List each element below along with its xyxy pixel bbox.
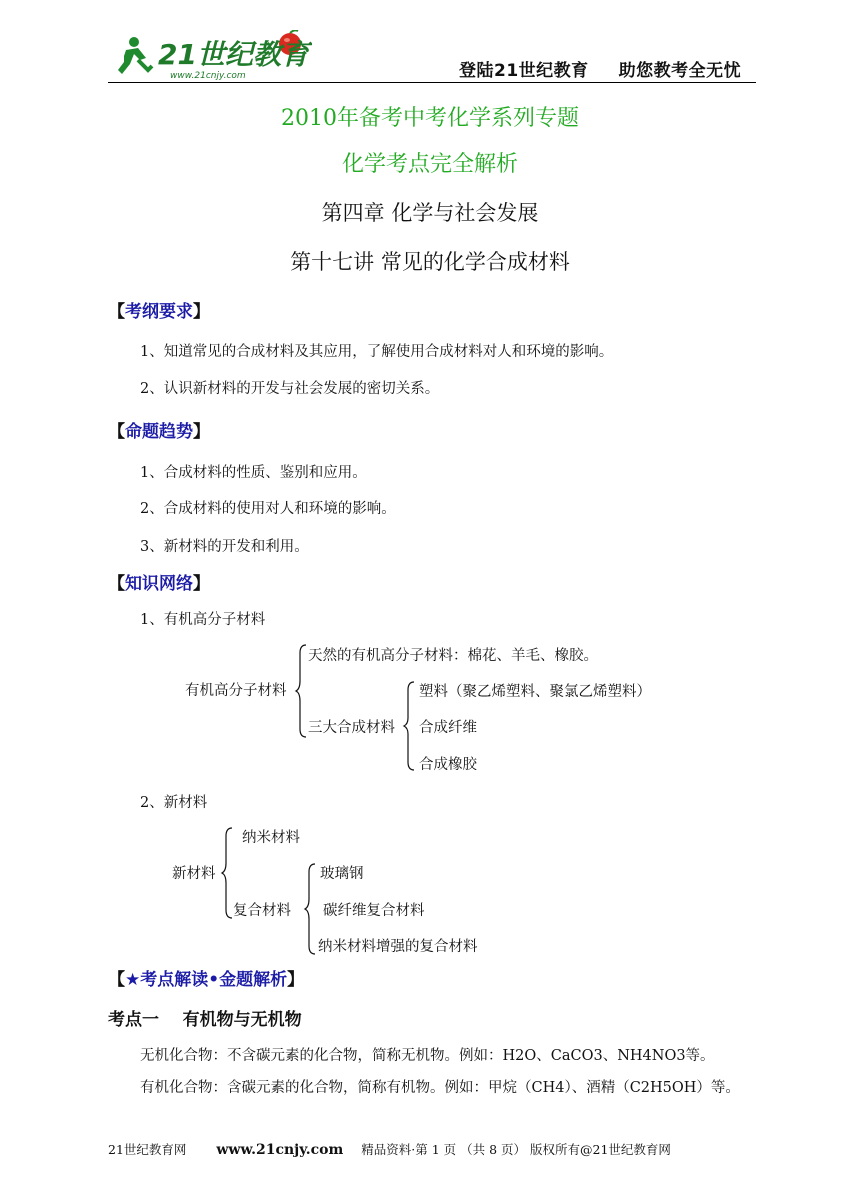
footer-site-name: 21世纪教育网 (108, 1142, 187, 1157)
tree2-leaf-nano-composite: 纳米材料增强的复合材料 (318, 939, 478, 955)
series-title: 2010年备考中考化学系列专题 (281, 106, 579, 131)
footer-url[interactable]: www.21cnjy.com (216, 1142, 344, 1158)
tree1-leaf-rubber: 合成橡胶 (419, 757, 477, 773)
organic-definition: 有机化合物：含碳元素的化合物，简称有机物。例如：甲烷（CH4）、酒精（C2H5OH）等。 (140, 1080, 740, 1096)
tree2-leaf-carbon: 碳纤维复合材料 (323, 903, 425, 919)
tree2-root: 新材料 (172, 866, 216, 882)
logo-mark-text: 21世纪教育 (158, 38, 309, 71)
tree2-composite: 复合材料 (233, 903, 291, 919)
tree1-brace-main (296, 643, 308, 739)
inorganic-definition: 无机化合物：不含碳元素的化合物，简称无机物。例如：H2O、CaCO3、NH4NO3等。 (140, 1048, 715, 1064)
logo (112, 30, 312, 82)
point-title: 考点一 有机物与无机物 (108, 1010, 302, 1030)
section-heading-mingti: 【命题趋势】 (108, 422, 210, 442)
section-heading-zhishi: 【知识网络】 (108, 574, 210, 594)
section-heading-kaogang: 【考纲要求】 (108, 302, 210, 322)
tree1-root: 有机高分子材料 (185, 683, 287, 699)
svg-text:www.21cnjy.com: www.21cnjy.com (170, 71, 246, 81)
footer-page-info: 精品资料·第 1 页 （共 8 页） 版权所有@21世纪教育网 (361, 1142, 671, 1157)
logo-graphic (112, 30, 312, 82)
tree2-brace-sub (305, 862, 317, 956)
tree2-nano: 纳米材料 (242, 830, 300, 846)
lecture-title: 第十七讲 常见的化学合成材料 (290, 250, 570, 274)
tree1-natural: 天然的有机高分子材料：棉花、羊毛、橡胶。 (308, 648, 598, 664)
zhishi-item-2: 2、新材料 (140, 795, 208, 811)
tree1-synthetic: 三大合成材料 (308, 720, 395, 736)
kaogang-item-2: 2、认识新材料的开发与社会发展的密切关系。 (140, 381, 440, 397)
slogan-right: 助您教考全无忧 (618, 61, 742, 81)
zhishi-item-1: 1、有机高分子材料 (140, 612, 266, 628)
header-slogan (459, 56, 741, 81)
page-footer (108, 1140, 671, 1158)
tree1-brace-sub (404, 680, 416, 772)
tree2-leaf-fiberglass: 玻璃钢 (320, 866, 364, 882)
mingti-item-2: 2、合成材料的使用对人和环境的影响。 (140, 501, 396, 517)
slogan-left: 登陆21世纪教育 (459, 61, 589, 81)
chapter-title: 第四章 化学与社会发展 (321, 201, 539, 225)
kaogang-item-1: 1、知道常见的合成材料及其应用，了解使用合成材料对人和环境的影响。 (140, 344, 614, 360)
header-divider (108, 82, 756, 83)
tree1-leaf-plastic: 塑料（聚乙烯塑料、聚氯乙烯塑料） (419, 684, 651, 700)
mingti-item-1: 1、合成材料的性质、鉴别和应用。 (140, 465, 367, 481)
section-heading-kaodian: 【★考点解读•金题解析】 (108, 970, 305, 990)
mingti-item-3: 3、新材料的开发和利用。 (140, 539, 309, 555)
tree1-leaf-fiber: 合成纤维 (419, 720, 477, 736)
series-subtitle: 化学考点完全解析 (341, 152, 518, 177)
